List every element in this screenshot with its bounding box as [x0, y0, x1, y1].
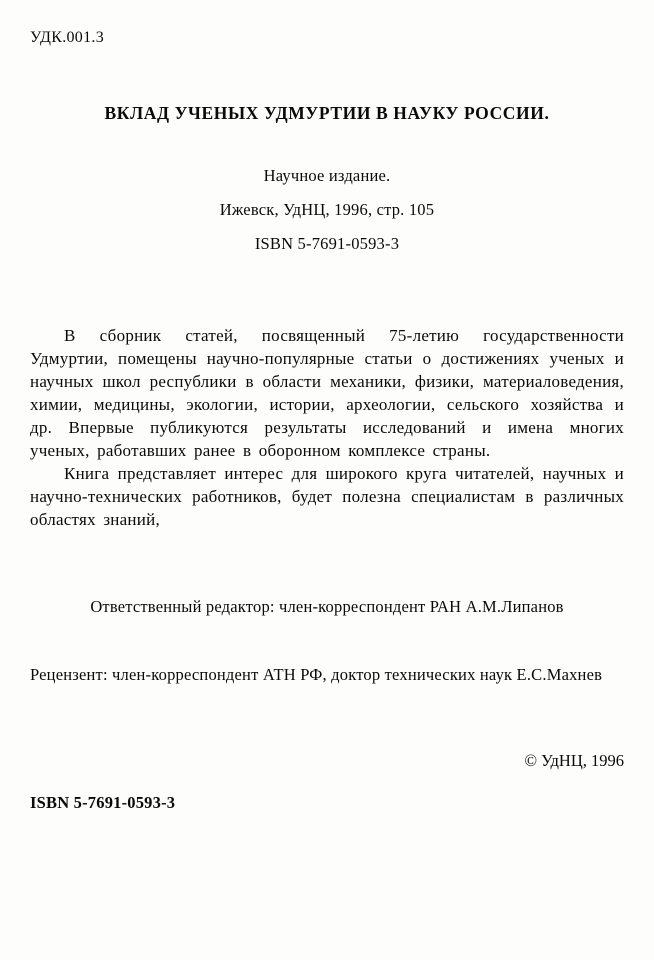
udk-classification: УДК.001.3	[30, 29, 104, 46]
edition-type: Научное издание.	[263, 166, 391, 185]
copyright-line: © УдНЦ, 1996	[524, 751, 624, 770]
isbn-top: ISBN 5-7691-0593-3	[254, 234, 400, 253]
editor-line: Ответственный редактор: член-корреспондент РАН А.М.Липанов	[90, 597, 564, 616]
book-title: ВКЛАД УЧЕНЫХ УДМУРТИИ В НАУКУ РОССИИ.	[104, 103, 550, 123]
isbn-bottom: ISBN 5-7691-0593-3	[30, 793, 176, 812]
reviewer-line: Рецензент: член-корреспондент АТН РФ, доктор технических наук Е.С.Махнев	[30, 665, 603, 684]
abstract-paragraph-1: В сборник статей, посвященный 75-летию государственности Удмуртии, помещены научно-популярные статьи о достижениях ученых и научных школ республики в области механики, физики, материаловедения, химии, медицины, экологии, истории, археологии, сельского хозяйства и др. Впервые публикуются результаты исследований и имена многих ученых, работавших ранее в оборонном комплексе страны.	[30, 326, 624, 460]
abstract-paragraph-2: Книга представляет интерес для широкого круга читателей, научных и научно-технических работников, будет полезна специалистам в различных областях знаний,	[30, 464, 624, 529]
imprint-line: Ижевск, УдНЦ, 1996, стр. 105	[219, 200, 435, 219]
